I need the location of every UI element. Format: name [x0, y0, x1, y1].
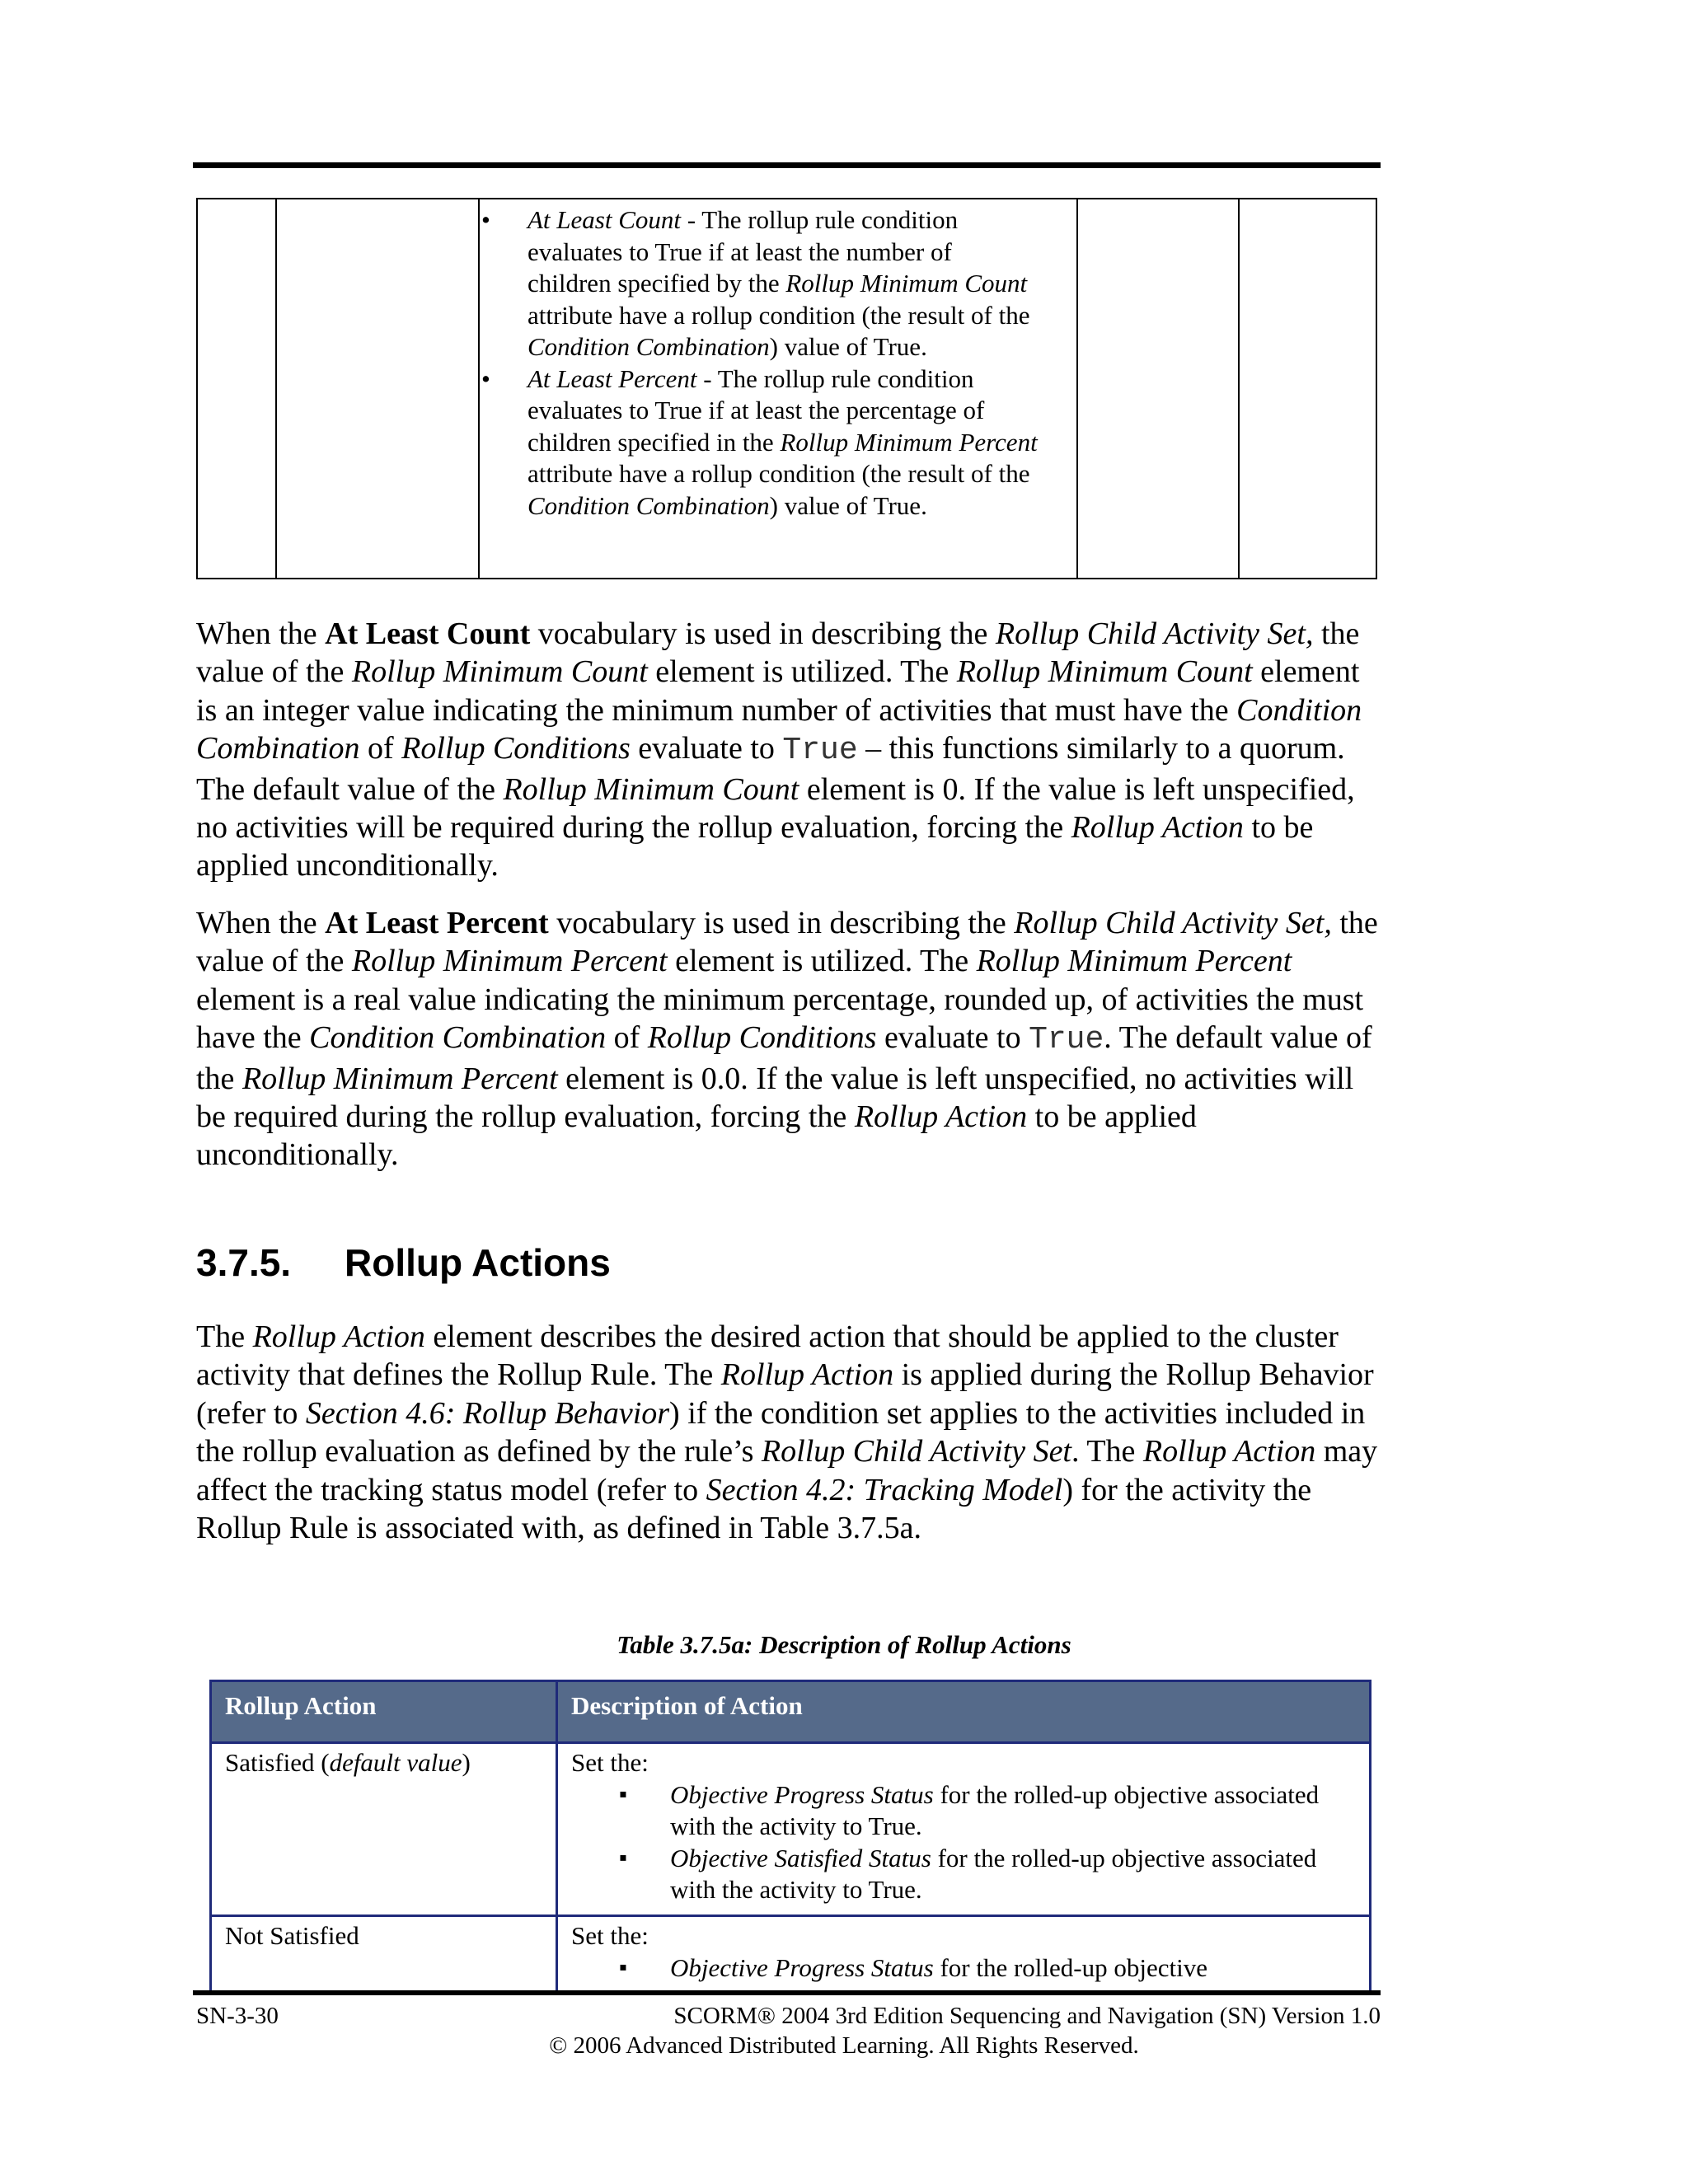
header-rule — [193, 162, 1381, 168]
paragraph-at-least-percent: When the At Least Percent vocabulary is used in describing the Rollup Child Activity Set, the value of the Rollup Minimum Percent element is utilized. The Rollup Minimum Percent element is a real value indicating the minimum percentage, rounded up, of activities the must have the Condition Combination of Rollup Conditions evaluate to True. The default value of the Rollup Minimum Percent element is 0.0. If the value is left unspecified, no activities will be required during the rollup evaluation, forcing the Rollup Action to be applied unconditionally. — [196, 906, 1378, 1173]
rollup-actions-table — [209, 1680, 1372, 1994]
table-header-row — [211, 1681, 1371, 1743]
paragraph-at-least-count: When the At Least Count vocabulary is used in describing the Rollup Child Activity Set, the value of the Rollup Minimum Count element is utilized. The Rollup Minimum Count element is an integer value indicating the minimum number of activities that must have the Condition Combination of Rollup Conditions evaluate to True – this functions similarly to a quorum. The default value of the Rollup Minimum Count element is 0. If the value is left unspecified, no activities will be required during the rollup evaluation, forcing the Rollup Action to be applied unconditionally. — [196, 616, 1362, 883]
table-column-divider — [1238, 199, 1240, 578]
list-item: • At Least Count - The rollup rule condition evaluates to True if at least the number of children specified by the Rollup Minimum Count attribute have a rollup condition (the result of the Condition Combination) value of True. — [478, 204, 1039, 363]
list-item: ▪ Objective Progress Status for the rolled-up objective — [571, 1952, 1356, 1985]
column-header: Description of Action — [557, 1681, 1371, 1743]
copyright: © 2006 Advanced Distributed Learning. All Rights Reserved. — [549, 2032, 1139, 2059]
action-cell: Satisfied (default value) — [211, 1743, 557, 1916]
table-row — [211, 1743, 1371, 1916]
section-heading — [196, 1240, 611, 1285]
description-cell: Set the: ▪ Objective Progress Status for the rolled-up objective associated with the activity to True. ▪ Objective Satisfied Status for the rolled-up objective associated with the activity to True. — [557, 1743, 1371, 1916]
vocabulary-list — [478, 204, 1039, 522]
list-item: • At Least Percent - The rollup rule condition evaluates to True if at least the percentage of children specified in the Rollup Minimum Percent attribute have a rollup condition (the result of the Condition Combination) value of True. — [478, 363, 1039, 523]
section-number: 3.7.5. — [196, 1241, 292, 1284]
footer-rule — [193, 1990, 1381, 1995]
continuation-table — [196, 198, 1377, 579]
list-item: ▪ Objective Satisfied Status for the rolled-up objective associated with the activity to True. — [571, 1843, 1356, 1906]
section-title: Rollup Actions — [345, 1241, 611, 1284]
list-item: ▪ Objective Progress Status for the rolled-up objective associated with the activity to True. — [571, 1779, 1356, 1843]
column-header: Rollup Action — [211, 1681, 557, 1743]
paragraph-rollup-action: The Rollup Action element describes the desired action that should be applied to the cluster activity that defines the Rollup Rule. The Rollup Action is applied during the Rollup Behavior (refer to Section 4.6: Rollup Behavior) if the condition set applies to the activities included in the rollup evaluation as defined by the rule’s Rollup Child Activity Set. The Rollup Action may affect the tracking status model (refer to Section 4.2: Tracking Model) for the activity the Rollup Rule is associated with, as defined in Table 3.7.5a. — [196, 1319, 1378, 1546]
table-column-divider — [1076, 199, 1078, 578]
action-cell: Not Satisfied — [211, 1916, 557, 1994]
table-caption: Table 3.7.5a: Description of Rollup Actions — [617, 1630, 1071, 1659]
table-column-divider — [275, 199, 277, 578]
table-row — [211, 1916, 1371, 1994]
page-number: SN-3-30 — [196, 2003, 279, 2029]
document-title: SCORM® 2004 3rd Edition Sequencing and Navigation (SN) Version 1.0 — [673, 2003, 1381, 2029]
description-cell: Set the: ▪ Objective Progress Status for the rolled-up objective — [557, 1916, 1371, 1994]
